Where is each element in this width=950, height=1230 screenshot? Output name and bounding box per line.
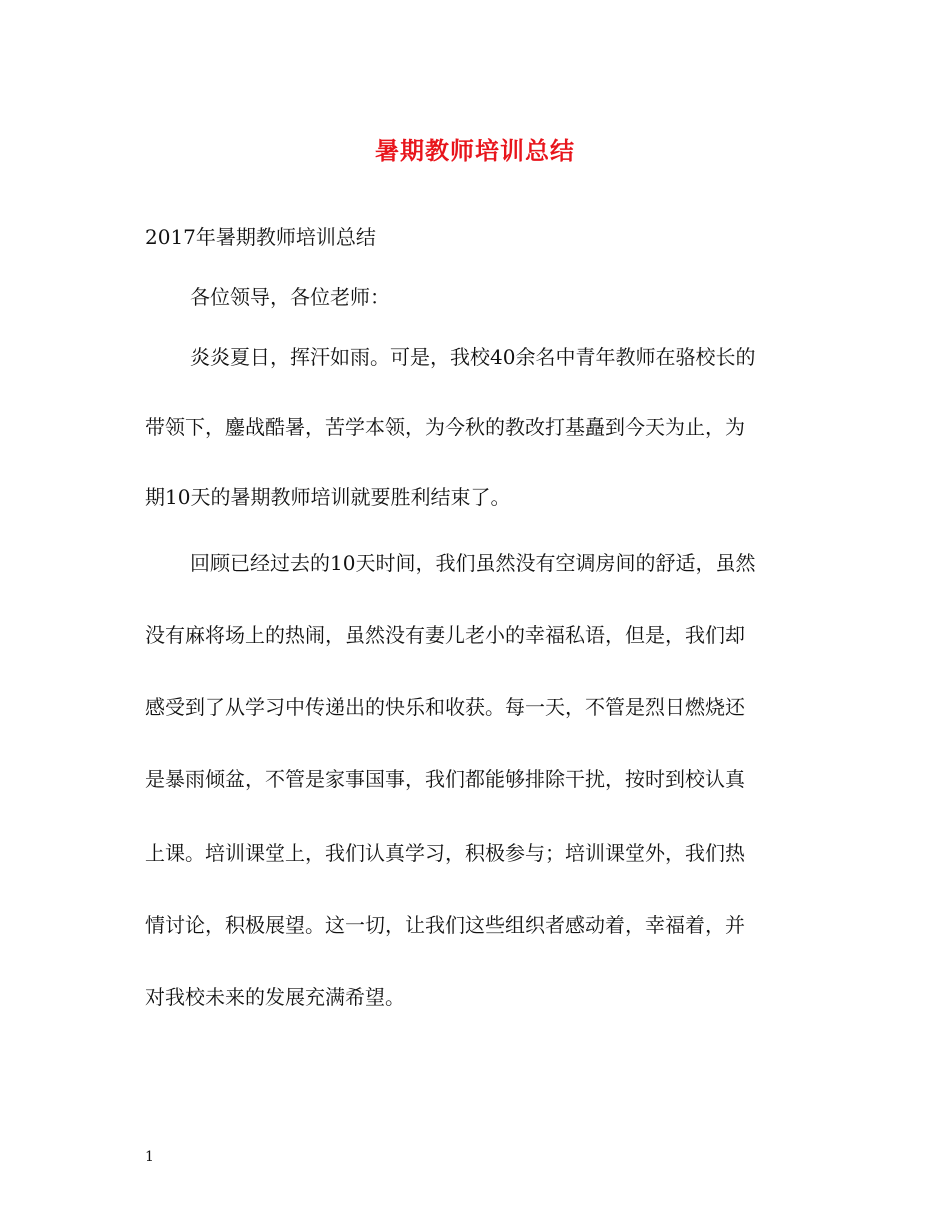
document-subtitle: 2017年暑期教师培训总结 (145, 225, 376, 249)
paragraph-line: 回顾已经过去的10天时间，我们虽然没有空调房间的舒适，虽然 (190, 551, 756, 575)
document-title: 暑期教师培训总结 (375, 136, 575, 165)
paragraph-line: 没有麻将场上的热闹，虽然没有妻儿老小的幸福私语，但是，我们却 (145, 623, 745, 647)
paragraph-line: 对我校未来的发展充满希望。 (145, 985, 405, 1009)
paragraph-line: 带领下，鏖战酷暑，苦学本领，为今秋的教改打基矗到今天为止，为 (145, 415, 745, 439)
paragraph-line: 期10天的暑期教师培训就要胜利结束了。 (145, 485, 511, 509)
paragraph-line: 上课。培训课堂上，我们认真学习，积极参与；培训课堂外，我们热 (145, 841, 745, 865)
paragraph-line: 情讨论，积极展望。这一切，让我们这些组织者感动着，幸福着，并 (145, 913, 745, 937)
salutation: 各位领导，各位老师： (190, 285, 390, 309)
page-number: 1 (145, 1149, 154, 1165)
paragraph-line: 炎炎夏日，挥汗如雨。可是，我校40余名中青年教师在骆校长的 (190, 345, 756, 369)
paragraph-line: 是暴雨倾盆，不管是家事国事，我们都能够排除干扰，按时到校认真 (145, 767, 745, 791)
paragraph-line: 感受到了从学习中传递出的快乐和收获。每一天，不管是烈日燃烧还 (145, 695, 745, 719)
